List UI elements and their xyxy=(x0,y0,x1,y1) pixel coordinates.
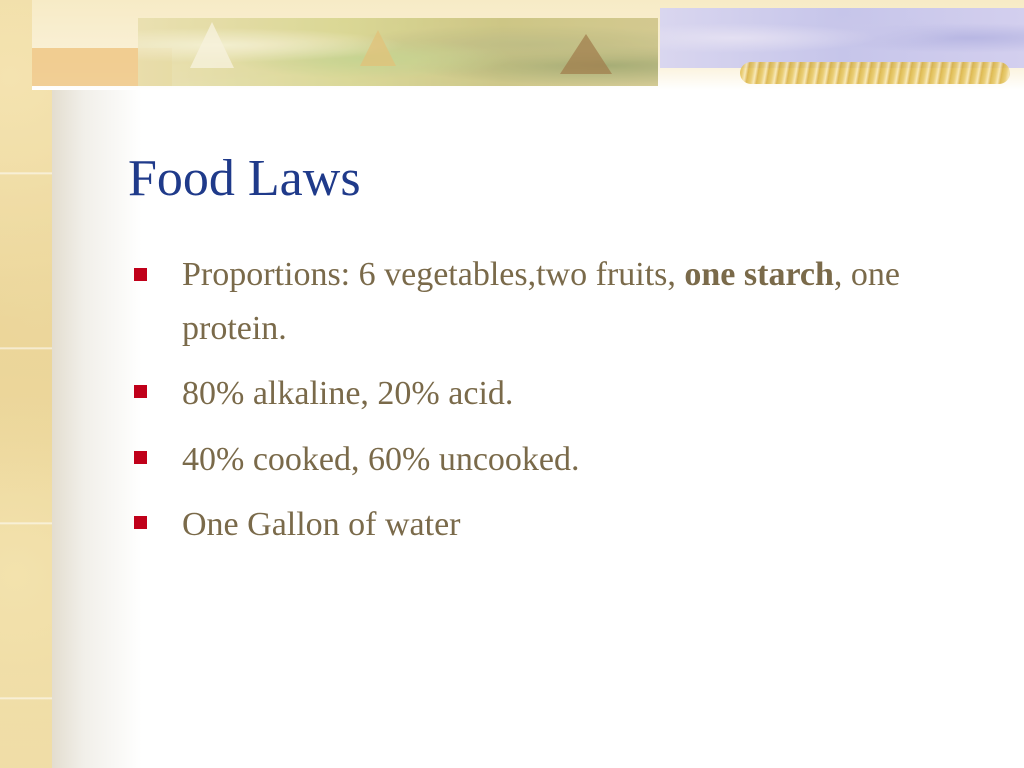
strip-shadow xyxy=(52,0,142,768)
square-bullet-icon xyxy=(134,451,147,464)
square-bullet-icon xyxy=(134,268,147,281)
decorative-banner xyxy=(0,0,1024,90)
square-bullet-icon xyxy=(134,516,147,529)
bullet-text-bold: one starch xyxy=(684,256,834,293)
bullet-text: One Gallon of water xyxy=(182,506,461,544)
bullet-text-part: Proportions: 6 vegetables,two fruits, xyxy=(182,256,685,293)
square-bullet-icon xyxy=(134,385,147,398)
bullet-list xyxy=(130,248,950,554)
bullet-text xyxy=(182,256,900,347)
bullet-item xyxy=(130,431,950,489)
leaf-icon xyxy=(360,30,396,66)
slide-title: Food Laws xyxy=(128,150,361,207)
bullet-item xyxy=(130,496,950,554)
leaf-icon xyxy=(190,22,234,68)
bullet-text: 80% alkaline, 20% acid. xyxy=(182,374,514,412)
bullet-item xyxy=(130,365,950,423)
banner-tile-blue xyxy=(660,8,1024,68)
wheat-icon xyxy=(740,62,1010,84)
parchment-strip xyxy=(0,0,52,768)
bullet-text-part: , one protein. xyxy=(182,256,901,348)
leaf-icon xyxy=(560,34,612,74)
bullet-item xyxy=(130,248,950,357)
bullet-text: 40% cooked, 60% uncooked. xyxy=(182,440,580,478)
